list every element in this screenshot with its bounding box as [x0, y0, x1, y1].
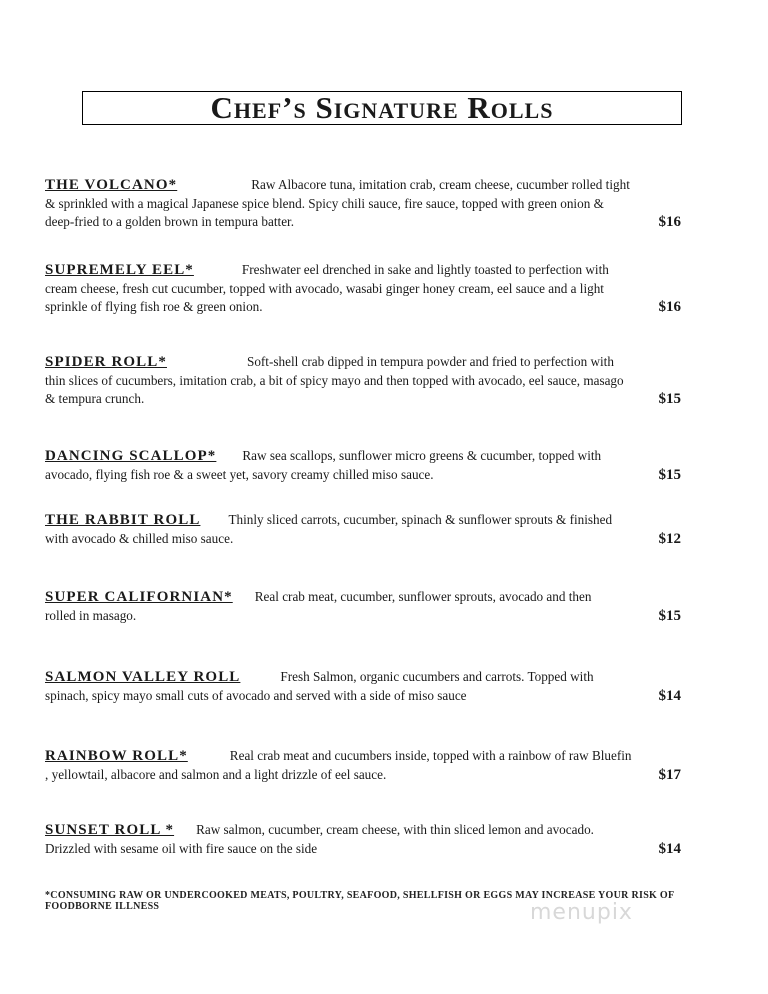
item-price: $16 — [658, 299, 681, 316]
item-description-line: Raw salmon, cucumber, cream cheese, with thin sliced lemon and avocado. — [196, 822, 594, 837]
item-description-line: thin slices of cucumbers, imitation crab, a bit of spicy mayo and then topped with avocado, eel sauce, masago — [45, 372, 624, 388]
menu-item-sunset-roll — [45, 821, 705, 858]
item-description-line: with avocado & chilled miso sauce. — [45, 530, 234, 546]
item-name: SPIDER ROLL* — [45, 354, 167, 370]
item-description-line: Real crab meat and cucumbers inside, topped with a rainbow of raw Bluefin — [229, 748, 632, 763]
menu-item-rainbow-roll — [45, 747, 705, 784]
item-price: $16 — [658, 214, 681, 231]
item-description-line: deep-fried to a golden brown in tempura batter. — [45, 214, 295, 230]
item-price: $12 — [658, 530, 681, 547]
item-description-line: Fresh Salmon, organic cucumbers and carrots. Topped with — [280, 669, 594, 684]
item-name: THE RABBIT ROLL — [45, 512, 201, 528]
watermark-logo: menupix — [530, 900, 633, 925]
item-name: RAINBOW ROLL* — [45, 748, 188, 764]
item-description-line: avocado, flying fish roe & a sweet yet, savory creamy chilled miso sauce. — [45, 466, 434, 482]
item-name: SUPER CALIFORNIAN* — [45, 589, 233, 605]
item-name: DANCING SCALLOP* — [45, 448, 217, 464]
menu-item-super-californian — [45, 588, 705, 625]
item-description-line: , yellowtail, albacore and salmon and a light drizzle of eel sauce. — [45, 766, 387, 782]
item-name: SALMON VALLEY ROLL — [45, 669, 241, 685]
item-description-line: cream cheese, fresh cut cucumber, topped with avocado, wasabi ginger honey cream, eel sauce and a light — [45, 280, 604, 296]
menu-item-spider-roll — [45, 353, 705, 409]
page-title: Chef’s Signature Rolls — [210, 90, 554, 125]
item-description-line: Soft-shell crab dipped in tempura powder and fried to perfection with — [246, 354, 614, 369]
item-description-line: & tempura crunch. — [45, 391, 145, 407]
item-price: $17 — [658, 766, 681, 783]
item-price: $14 — [658, 840, 681, 857]
item-price: $14 — [658, 687, 681, 704]
menu-title-box — [82, 91, 682, 125]
item-name: SUNSET ROLL * — [45, 822, 175, 838]
item-price: $15 — [658, 391, 681, 408]
item-description-line: Freshwater eel drenched in sake and lightly toasted to perfection with — [241, 262, 609, 277]
item-description-line: Thinly sliced carrots, cucumber, spinach & sunflower sprouts & finished — [228, 512, 613, 527]
menu-item-supremely-eel — [45, 261, 705, 317]
menu-item-dancing-scallop — [45, 447, 705, 484]
item-name: THE VOLCANO* — [45, 177, 178, 193]
item-name: SUPREMELY EEL* — [45, 262, 194, 278]
item-price: $15 — [658, 607, 681, 624]
item-description-line: sprinkle of flying fish roe & green onion. — [45, 299, 263, 315]
item-price: $15 — [658, 466, 681, 483]
item-description-line: spinach, spicy mayo small cuts of avocado and served with a side of miso sauce — [45, 687, 467, 703]
consumption-disclaimer: *CONSUMING RAW OR UNDERCOOKED MEATS, POULTRY, SEAFOOD, SHELLFISH OR EGGS MAY INCREASE YOUR RISK OF FOODBORNE ILLNESS — [45, 890, 675, 912]
item-description-line: Raw Albacore tuna, imitation crab, cream cheese, cucumber rolled tight — [251, 177, 630, 192]
menu-item-the-rabbit-roll — [45, 511, 705, 548]
item-description-line: Drizzled with sesame oil with fire sauce on the side — [45, 840, 318, 856]
item-description-line: Real crab meat, cucumber, sunflower sprouts, avocado and then — [254, 589, 592, 604]
item-description-line: & sprinkled with a magical Japanese spice blend. Spicy chili sauce, fire sauce, topped with green onion & — [45, 195, 604, 211]
item-description-line: Raw sea scallops, sunflower micro greens & cucumber, topped with — [242, 448, 602, 463]
menu-item-the-volcano — [45, 176, 705, 232]
menu-item-salmon-valley-roll — [45, 668, 705, 705]
item-description-line: rolled in masago. — [45, 607, 137, 623]
